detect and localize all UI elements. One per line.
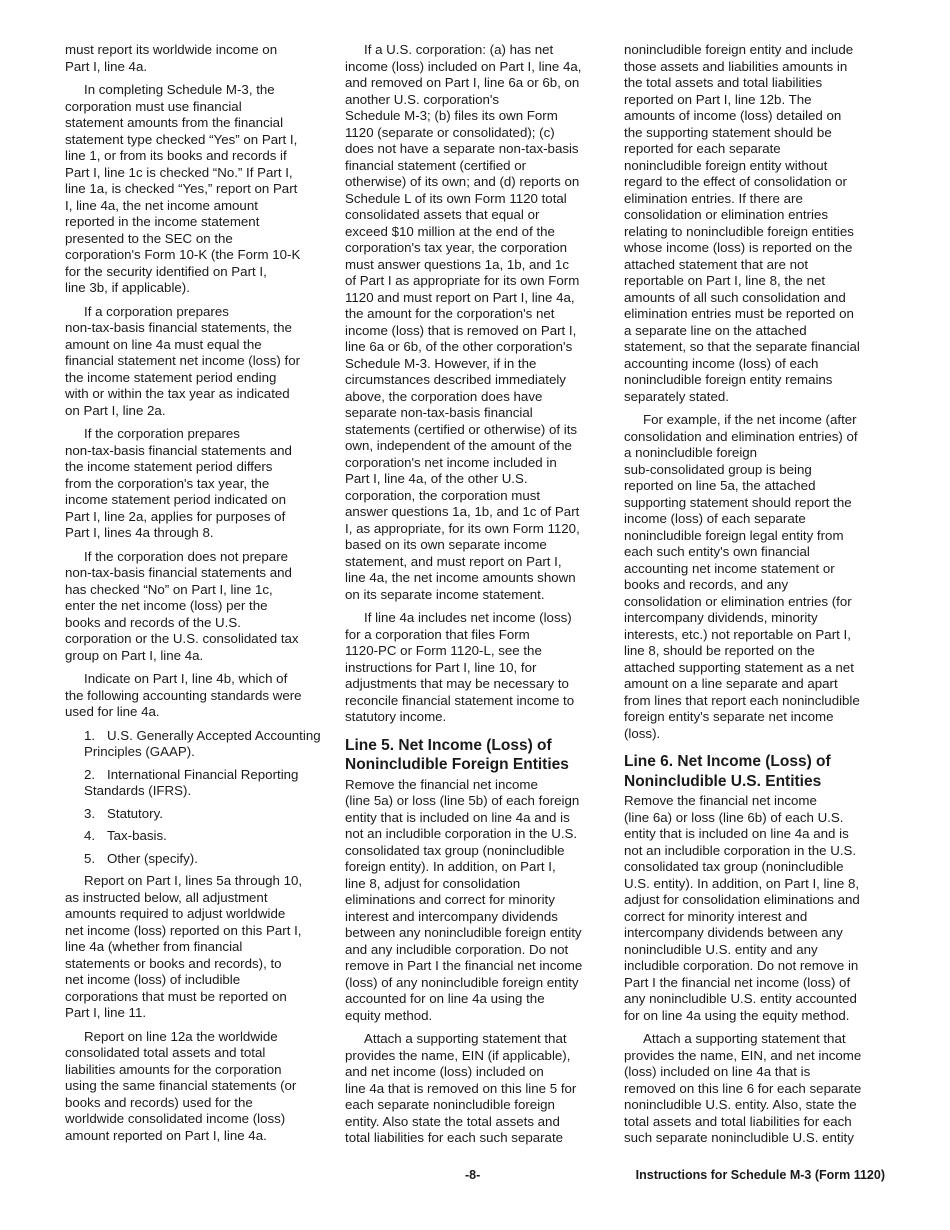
- paragraph: must report its worldwide income on Part I, line 4a.: [65, 42, 278, 74]
- paragraph: Attach a supporting statement that provides the name, EIN, and net income (loss) included on line 4a that is removed on this line 6 for each separate nonincludible U.S. entity. Also, state the total assets and total liabilities for each such separate nonincludible U.S. entity: [624, 1031, 862, 1145]
- section-heading-line-5: Line 5. Net Income (Loss) of Nonincludible Foreign Entities: [345, 736, 569, 773]
- form-title: Instructions for Schedule M-3 (Form 1120): [635, 1168, 885, 1182]
- column-2: [345, 42, 607, 1154]
- paragraph: If the corporation prepares non-tax-basis financial statements and the income statement period differs from the corporation's tax year, the income statement period indicated on Part I, line 2a, applies for purposes of Part I, lines 4a through 8.: [65, 426, 292, 540]
- list-item: 3. Statutory.: [84, 805, 163, 821]
- section-heading-line-6: Line 6. Net Income (Loss) of Nonincludible U.S. Entities: [624, 753, 831, 790]
- paragraph: In completing Schedule M-3, the corporation must use financial statement amounts from the financial statement type checked “Yes” on Part I, line 1, or from its books and records if Part I, line 1c is checked “No.” If Part I, line 1a, is checked “Yes,” report on Part I, line 4a, the net income amount reported in the income statement presented to the SEC on the corporation's Form 10-K (the Form 10-K for the security identified on Part I, line 3b, if applicable).: [65, 82, 301, 295]
- paragraph: If the corporation does not prepare non-tax-basis financial statements and has checked “No” on Part I, line 1c, enter the net income (loss) per the books and records of the U.S. corporation or the U.S. consolidated tax group on Part I, line 4a.: [65, 548, 299, 663]
- page-number: -8-: [465, 1168, 481, 1182]
- paragraph: Report on Part I, lines 5a through 10, as instructed below, all adjustment amounts required to adjust worldwide net income (loss) reported on this Part I, line 4a (whether from financial statements or books and records), to net income (loss) of includible corporations that must be reported on Part I, line 11.: [65, 873, 303, 1020]
- column-3: [624, 42, 886, 1154]
- list-item: 2. International Financial Reporting Standards (IFRS).: [84, 766, 299, 798]
- paragraph: Remove the financial net income (line 6a) or loss (line 6b) of each U.S. entity that is included on line 4a and is not an includible corporation in the U.S. consolidated tax group (nonincludible U.S. entity). In addition, on Part I, line 8, adjust for consolidation eliminations and correct for minority interest and intercompany dividends between any nonincludible U.S. entity and any includible corporation. Do not remove in Part I the financial net income (loss) of any nonincludible U.S. entity accounted for on line 4a using the equity method.: [624, 793, 860, 1023]
- paragraph: Indicate on Part I, line 4b, which of the following accounting standards were used for line 4a.: [65, 671, 302, 719]
- paragraph: nonincludible foreign entity and include those assets and liabilities amounts in the total assets and total liabilities reported on Part I, line 12b. The amounts of income (loss) detailed on the supporting statement should be reported for each separate nonincludible foreign entity without regard to the effect of consolidation or elimination entries. If there are consolidation or elimination entries relating to nonincludible foreign entities whose income (loss) is reported on the attached statement that are not reportable on Part I, line 8, the net amounts of all such consolidation and elimination entries must be reported on a separate line on the attached statement, so that the separate financial accounting income (loss) of each nonincludible foreign entity remains separately stated.: [624, 42, 860, 404]
- paragraph: Report on line 12a the worldwide consolidated total assets and total liabilities amounts for the corporation using the same financial statements (or books and records) used for the worldwide consolidated income (loss) amount reported on Part I, line 4a.: [65, 1028, 297, 1143]
- paragraph: If line 4a includes net income (loss) for a corporation that files Form 1120-PC or Form 1120-L, see the instructions for Part I, line 10, for adjustments that may be necessary to reconcile financial statement income to statutory income.: [345, 610, 575, 724]
- list-item: 1. U.S. Generally Accepted Accounting Principles (GAAP).: [84, 727, 321, 759]
- paragraph: Attach a supporting statement that provides the name, EIN (if applicable), and net income (loss) included on line 4a that is removed on this line 5 for each separate nonincludible foreign entity. Also state the total assets and total liabilities for each such separate: [345, 1031, 577, 1145]
- paragraph: Remove the financial net income (line 5a) or loss (line 5b) of each foreign entity that is included on line 4a and is not an includible corporation in the U.S. consolidated tax group (nonincludible foreign entity). In addition, on Part I, line 8, adjust for consolidation eliminations and correct for minority interest and intercompany dividends between any nonincludible foreign entity and any includible corporation. Do not remove in Part I the financial net income (loss) of any nonincludible foreign entity accounted for on line 4a using the equity method.: [345, 776, 583, 1023]
- paragraph: If a corporation prepares non-tax-basis financial statements, the amount on line 4a must equal the financial statement net income (loss) for the income statement period ending with or within the tax year as indicated on Part I, line 2a.: [65, 303, 301, 418]
- list-item: 4. Tax-basis.: [84, 828, 167, 843]
- paragraph: For example, if the net income (after consolidation and elimination entries) of a nonincludible foreign sub-consolidated group is being reported on line 5a, the attached supporting statement should report the income (loss) of each separate nonincludible foreign legal entity from each such entity's own financial accounting net income statement or books and records, and any consolidation or elimination entries (for intercompany dividends, minority interests, etc.) not reportable on Part I, line 8, should be reported on the attached supporting statement as a net amount on a line separate and apart from lines that report each nonincludible foreign entity's separate net income (loss).: [624, 412, 860, 741]
- accounting-standards-list: [65, 728, 328, 868]
- paragraph: If a U.S. corporation: (a) has net income (loss) included on Part I, line 4a, and removed on Part I, line 6a or 6b, on another U.S. corporation's Schedule M-3; (b) files its own Form 1120 (separate or consolidated); (c) does not have a separate non-tax-basis financial statement (certified or otherwise) of its own; and (d) reports on Schedule L of its own Form 1120 total consolidated assets that equal or exceed $10 million at the end of the corporation's tax year, the corporation must answer questions 1a, 1b, and 1c of Part I as appropriate for its own Form 1120 and must report on Part I, line 4a, the amount for the corporation's net income (loss) that is removed on Part I, line 6a or 6b, of the other corporation's Schedule M-3. However, if in the circumstances described immediately above, the corporation does have separate non-tax-basis financial statements (certified or otherwise) of its own, independent of the amount of the corporation's net income included in Part I, line 4a, of the other U.S. corporation, the corporation must answer questions 1a, 1b, and 1c of Part I, as appropriate, for its own Form 1120, based on its own separate income statement, and must report on Part I, line 4a, the net income amounts shown on its separate income statement.: [345, 42, 582, 602]
- column-1: [65, 42, 328, 1151]
- list-item: 5. Other (specify).: [84, 850, 198, 866]
